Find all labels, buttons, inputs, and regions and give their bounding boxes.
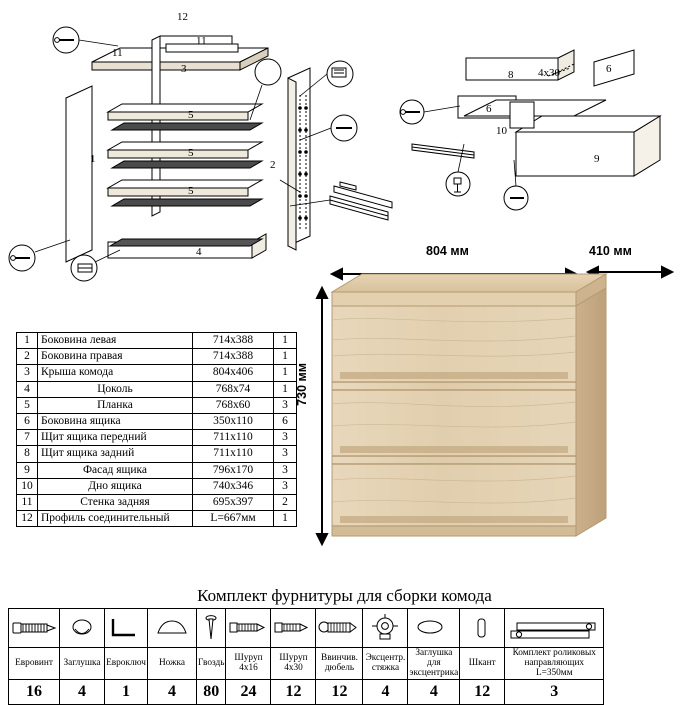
kit-item-count: 24 [226, 680, 271, 705]
kit-item-label: Комплект роликовых направляющих L=350мм [505, 648, 604, 680]
table-row [17, 365, 297, 381]
svg-text:5: 5 [188, 109, 194, 121]
kit-item-count: 80 [197, 680, 226, 705]
table-row [17, 349, 297, 365]
kit-item-label: Шуруп 4х16 [226, 648, 271, 680]
cabinet-render [300, 244, 689, 574]
part-name: Цоколь [38, 381, 193, 397]
nail-icon [197, 609, 226, 648]
svg-text:6: 6 [606, 63, 612, 75]
part-number: 2 [17, 349, 38, 365]
svg-text:11: 11 [112, 47, 123, 59]
part-name: Фасад ящика [38, 462, 193, 478]
part-qty: 1 [274, 511, 297, 527]
part-size: 711х110 [193, 430, 274, 446]
part-number: 5 [17, 397, 38, 413]
kit-item-count: 3 [505, 680, 604, 705]
part-number: 6 [17, 414, 38, 430]
foot-icon [148, 609, 197, 648]
table-row [17, 430, 297, 446]
svg-text:4: 4 [196, 246, 202, 258]
dowel-icon [460, 609, 505, 648]
part-name: Стенка задняя [38, 495, 193, 511]
kit-title: Комплект фурнитуры для сборки комода [197, 586, 492, 605]
table-row [17, 511, 297, 527]
svg-text:5: 5 [188, 185, 194, 197]
kit-item-count: 4 [363, 680, 408, 705]
part-number: 3 [17, 365, 38, 381]
part-number: 7 [17, 430, 38, 446]
part-number: 9 [17, 462, 38, 478]
cam-cover-icon [408, 609, 460, 648]
dimension-height-label: 730 мм [295, 363, 309, 406]
kit-item-count: 16 [9, 680, 60, 705]
part-qty: 3 [274, 446, 297, 462]
table-row [17, 495, 297, 511]
svg-text:8: 8 [508, 69, 514, 81]
cap-plug-icon [60, 609, 105, 648]
euro-key-icon [105, 609, 148, 648]
part-size: L=667мм [193, 511, 274, 527]
dimension-width-label: 804 мм [426, 244, 469, 258]
kit-item-count: 4 [408, 680, 460, 705]
table-row [17, 414, 297, 430]
kit-item-label: Евроключ [105, 648, 148, 680]
part-size: 714х388 [193, 349, 274, 365]
part-size: 768х74 [193, 381, 274, 397]
part-qty: 1 [274, 365, 297, 381]
table-row [17, 478, 297, 494]
svg-text:1: 1 [90, 153, 96, 165]
part-size: 350х110 [193, 414, 274, 430]
kit-item-label: Заглушка для эксцентрика [408, 648, 460, 680]
part-name: Щит ящика передний [38, 430, 193, 446]
part-qty: 6 [274, 414, 297, 430]
svg-text:12: 12 [177, 11, 188, 23]
kit-item-count: 4 [60, 680, 105, 705]
svg-text:10: 10 [496, 125, 507, 137]
screw-in-dowel-icon [316, 609, 363, 648]
cam-lock-icon [363, 609, 408, 648]
screw-4x30-icon [271, 609, 316, 648]
kit-item-label: Евровинт [9, 648, 60, 680]
part-name: Дно ящика [38, 478, 193, 494]
part-size: 695х397 [193, 495, 274, 511]
svg-text:5: 5 [188, 147, 194, 159]
part-name: Профиль соединительный [38, 511, 193, 527]
part-name: Боковина правая [38, 349, 193, 365]
part-number: 4 [17, 381, 38, 397]
table-row [17, 381, 297, 397]
kit-item-label: Ввинчив. дюбель [316, 648, 363, 680]
kit-item-count: 12 [271, 680, 316, 705]
kit-item-label: Шкант [460, 648, 505, 680]
part-number: 11 [17, 495, 38, 511]
table-row [17, 397, 297, 413]
svg-text:6: 6 [486, 103, 492, 115]
part-name: Щит ящика задний [38, 446, 193, 462]
dimension-depth-label: 410 мм [589, 244, 632, 258]
part-qty: 2 [274, 495, 297, 511]
kit-item-count: 12 [460, 680, 505, 705]
svg-text:2: 2 [270, 159, 276, 171]
svg-text:4х30: 4х30 [538, 67, 560, 79]
screw-4x16-icon [226, 609, 271, 648]
part-qty: 3 [274, 478, 297, 494]
part-name: Боковина левая [38, 333, 193, 349]
part-number: 8 [17, 446, 38, 462]
part-size: 740х346 [193, 478, 274, 494]
assembly-diagram-drawer [398, 40, 689, 220]
part-size: 796х170 [193, 462, 274, 478]
kit-item-count: 1 [105, 680, 148, 705]
part-qty: 1 [274, 333, 297, 349]
table-row [17, 462, 297, 478]
table-row [17, 446, 297, 462]
kit-item-count: 12 [316, 680, 363, 705]
svg-text:9: 9 [594, 153, 600, 165]
hardware-kit-table [8, 608, 604, 705]
part-number: 1 [17, 333, 38, 349]
kit-item-label: Заглушка [60, 648, 105, 680]
part-size: 711х110 [193, 446, 274, 462]
drawer-slide-icon [505, 609, 604, 648]
part-size: 804х406 [193, 365, 274, 381]
part-qty: 3 [274, 462, 297, 478]
part-name: Крыша комода [38, 365, 193, 381]
part-qty: 3 [274, 397, 297, 413]
parts-table [16, 332, 297, 527]
part-number: 10 [17, 478, 38, 494]
euro-screw-icon [9, 609, 60, 648]
part-qty: 3 [274, 430, 297, 446]
part-size: 714х388 [193, 333, 274, 349]
svg-text:3: 3 [181, 63, 187, 75]
part-name: Боковина ящика [38, 414, 193, 430]
part-qty: 1 [274, 349, 297, 365]
kit-item-label: Ножка [148, 648, 197, 680]
table-row [17, 333, 297, 349]
part-name: Планка [38, 397, 193, 413]
kit-item-label: Эксцентр. стяжка [363, 648, 408, 680]
part-qty: 1 [274, 381, 297, 397]
kit-item-count: 4 [148, 680, 197, 705]
kit-item-label: Шуруп 4х30 [271, 648, 316, 680]
svg-text:11: 11 [196, 35, 207, 47]
part-number: 12 [17, 511, 38, 527]
kit-item-label: Гвоздь [197, 648, 226, 680]
part-size: 768х60 [193, 397, 274, 413]
